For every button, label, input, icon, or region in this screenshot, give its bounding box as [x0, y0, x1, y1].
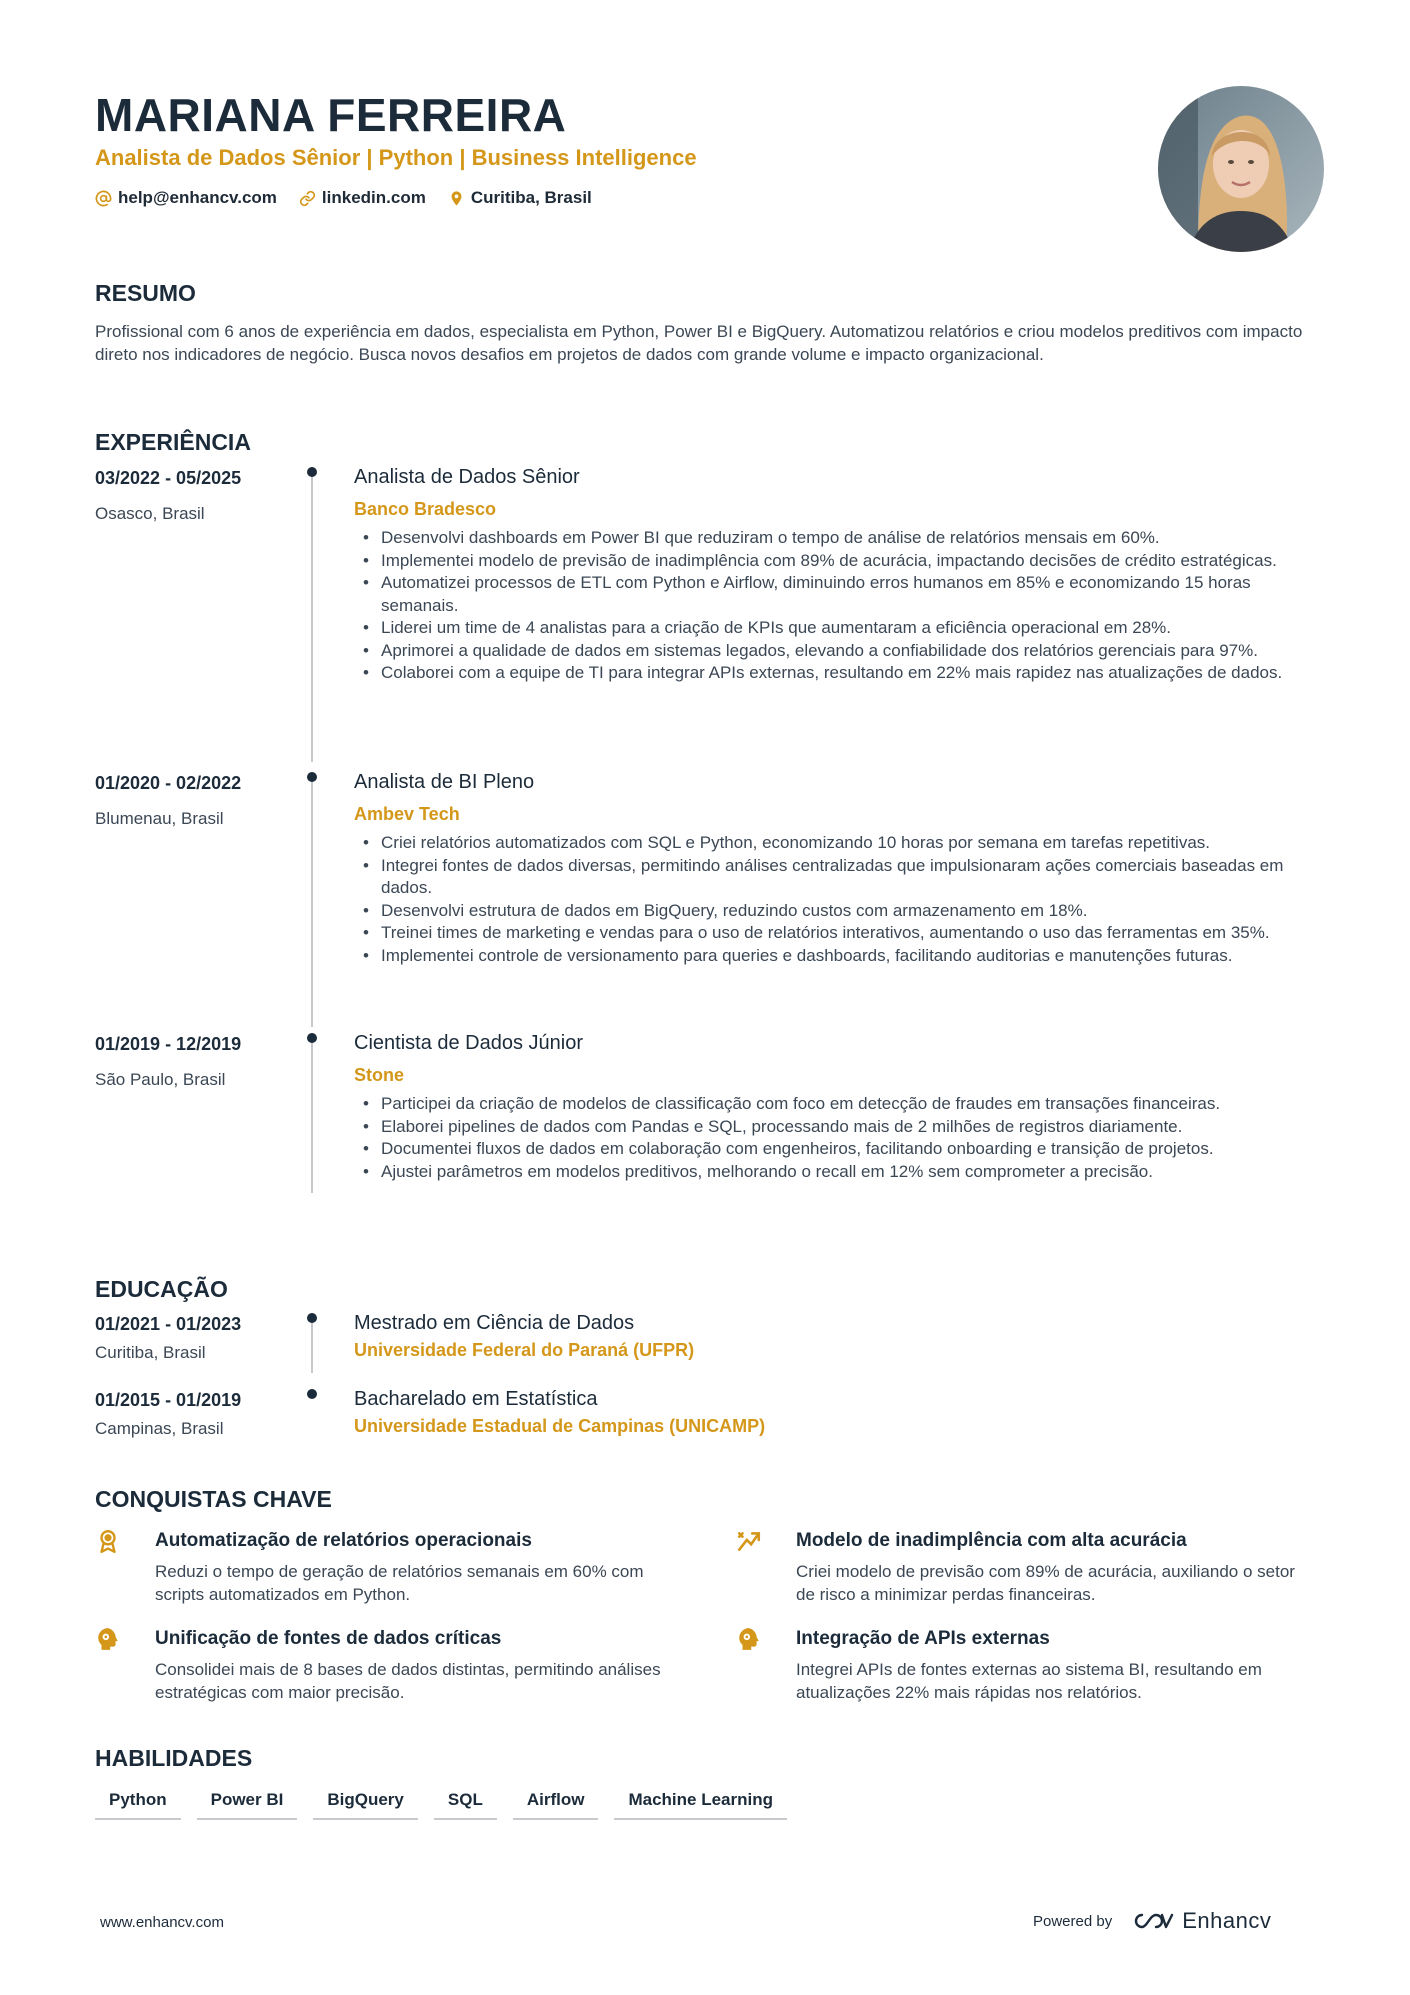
brand-name: Enhancv — [1182, 1908, 1272, 1933]
job-bullet: • Colaborei com a equipe de TI para integrar APIs externas, resultando em 22% mais rapidez nas atualizações de dados. — [354, 662, 1320, 685]
job-bullet: • Implementei controle de versionamento para queries e dashboards, facilitando auditorias e manutenções futuras. — [354, 945, 1320, 968]
education-location: Campinas, Brasil — [95, 1419, 224, 1438]
job-location: Blumenau, Brasil — [95, 809, 224, 828]
job-company: Stone — [354, 1065, 405, 1085]
contact-email[interactable] — [95, 188, 277, 208]
job-location: São Paulo, Brasil — [95, 1070, 226, 1089]
achievements-heading: CONQUISTAS CHAVE — [95, 1486, 332, 1512]
achievement-title: Automatização de relatórios operacionais — [155, 1530, 532, 1551]
timeline-line — [311, 472, 313, 762]
job-bullet: • Documentei fluxos de dados em colaboração com engenheiros, facilitando onboarding e transição de projetos. — [354, 1138, 1320, 1161]
timeline-dot — [307, 1313, 317, 1323]
job-bullet: • Elaborei pipelines de dados com Pandas e SQL, processando mais de 2 milhões de registros diariamente. — [354, 1116, 1320, 1139]
head-brain-icon — [95, 1626, 121, 1652]
achievement-description: Integrei APIs de fontes externas ao sistema BI, resultando em atualizações 22% mais rápidas nos relatórios. — [796, 1660, 1262, 1702]
contact-linkedin[interactable] — [299, 188, 426, 208]
achievement-description: Criei modelo de previsão com 89% de acurácia, auxiliando o setor de risco a minimizar perdas financeiras. — [796, 1562, 1295, 1604]
job-bullets — [354, 527, 1320, 685]
job-bullet: • Ajustei parâmetros em modelos preditivos, melhorando o recall em 12% sem comprometer a precisão. — [354, 1161, 1320, 1184]
chart-arrow-icon — [736, 1528, 762, 1554]
footer-website-link[interactable]: www.enhancv.com — [100, 1914, 224, 1931]
job-title: Cientista de Dados Júnior — [354, 1032, 584, 1054]
job-title: Analista de BI Pleno — [354, 771, 535, 793]
job-bullet: • Automatizei processos de ETL com Python e Airflow, diminuindo erros humanos em 85% e economizando 15 horas semanais. — [354, 572, 1320, 617]
location-pin-icon — [448, 190, 465, 207]
skill-tag: Airflow — [513, 1790, 599, 1820]
contact-email-text: help@enhancv.com — [118, 188, 277, 207]
education-heading: EDUCAÇÃO — [95, 1276, 228, 1302]
timeline-dot — [307, 467, 317, 477]
job-bullet: • Participei da criação de modelos de classificação com foco em detecção de fraudes em transações financeiras. — [354, 1093, 1320, 1116]
candidate-headline: Analista de Dados Sênior | Python | Business Intelligence — [95, 145, 697, 170]
education-dates: 01/2015 - 01/2019 — [95, 1390, 242, 1410]
achievement-description: Reduzi o tempo de geração de relatórios semanais em 60% com scripts automatizados em Python. — [155, 1562, 644, 1604]
timeline-dot — [307, 1033, 317, 1043]
summary-heading: RESUMO — [95, 280, 196, 306]
job-bullet: • Treinei times de marketing e vendas para o uso de relatórios interativos, aumentando o uso das ferramentas em 35%. — [354, 922, 1320, 945]
job-dates: 03/2022 - 05/2025 — [95, 468, 242, 488]
timeline-line — [311, 777, 313, 1027]
education-school: Universidade Federal do Paraná (UFPR) — [354, 1340, 695, 1360]
contact-location-text: Curitiba, Brasil — [470, 188, 592, 207]
education-dates: 01/2021 - 01/2023 — [95, 1314, 242, 1334]
job-bullet: • Integrei fontes de dados diversas, permitindo análises centralizadas que impulsionaram ações comerciais baseadas em dados. — [354, 855, 1320, 900]
job-company: Ambev Tech — [354, 804, 460, 824]
job-dates: 01/2020 - 02/2022 — [95, 773, 242, 793]
award-icon — [95, 1528, 121, 1554]
achievement-title: Integração de APIs externas — [796, 1628, 1050, 1649]
enhancv-logo-icon — [1128, 1909, 1174, 1933]
job-bullet: • Liderei um time de 4 analistas para a criação de KPIs que aumentaram a eficiência operacional em 28%. — [354, 617, 1320, 640]
timeline-line — [311, 1318, 313, 1373]
job-bullet: • Aprimorei a qualidade de dados em sistemas legados, elevando a confiabilidade dos relatórios gerenciais para 97%. — [354, 640, 1320, 663]
summary-text: Profissional com 6 anos de experiência em dados, especialista em Python, Power BI e BigQuery. Automatizou relatórios e criou modelos preditivos com impacto direto nos indicadores de negócio. Busca novos desafios em projetos de dados com grande volume e impacto organizacional. — [95, 322, 1303, 364]
skills-heading: HABILIDADES — [95, 1745, 253, 1771]
footer-branding — [1033, 1908, 1271, 1934]
skill-tag: BigQuery — [313, 1790, 418, 1820]
job-bullets — [354, 1093, 1320, 1183]
job-bullet: • Desenvolvi estrutura de dados em BigQuery, reduzindo custos com armazenamento em 18%. — [354, 900, 1320, 923]
timeline-line — [311, 1038, 313, 1193]
job-bullet: • Implementei modelo de previsão de inadimplência com 89% de acurácia, impactando decisões de crédito estratégicas. — [354, 550, 1320, 573]
achievement-title: Unificação de fontes de dados críticas — [155, 1628, 502, 1649]
job-dates: 01/2019 - 12/2019 — [95, 1034, 242, 1054]
job-bullets — [354, 832, 1320, 967]
profile-photo — [1158, 86, 1324, 252]
at-icon — [95, 190, 112, 207]
education-location: Curitiba, Brasil — [95, 1343, 206, 1362]
candidate-name: MARIANA FERREIRA — [95, 89, 567, 141]
skill-tag: SQL — [434, 1790, 497, 1820]
skills-list — [95, 1790, 787, 1820]
job-bullet: • Criei relatórios automatizados com SQL e Python, economizando 10 horas por semana em tarefas repetitivas. — [354, 832, 1320, 855]
education-school: Universidade Estadual de Campinas (UNICAMP) — [354, 1416, 766, 1436]
head-brain-icon — [736, 1626, 762, 1652]
achievement-title: Modelo de inadimplência com alta acurácia — [796, 1530, 1187, 1551]
job-bullet: • Desenvolvi dashboards em Power BI que reduziram o tempo de análise de relatórios mensais em 60%. — [354, 527, 1320, 550]
powered-by-label: Powered by — [1033, 1912, 1113, 1930]
job-title: Analista de Dados Sênior — [354, 466, 580, 488]
contact-info — [95, 188, 592, 208]
timeline-dot — [307, 772, 317, 782]
education-degree: Mestrado em Ciência de Dados — [354, 1312, 635, 1334]
experience-heading: EXPERIÊNCIA — [95, 429, 251, 455]
job-location: Osasco, Brasil — [95, 504, 205, 523]
link-icon — [299, 190, 316, 207]
brand-logo[interactable] — [1128, 1908, 1271, 1934]
job-company: Banco Bradesco — [354, 499, 497, 519]
timeline-dot — [307, 1389, 317, 1399]
achievement-description: Consolidei mais de 8 bases de dados distintas, permitindo análises estratégicas com maior precisão. — [155, 1660, 661, 1702]
contact-linkedin-text: linkedin.com — [321, 188, 426, 207]
skill-tag: Python — [95, 1790, 181, 1820]
skill-tag: Power BI — [197, 1790, 298, 1820]
skill-tag: Machine Learning — [614, 1790, 787, 1820]
education-degree: Bacharelado em Estatística — [354, 1388, 598, 1410]
contact-location — [448, 188, 592, 208]
